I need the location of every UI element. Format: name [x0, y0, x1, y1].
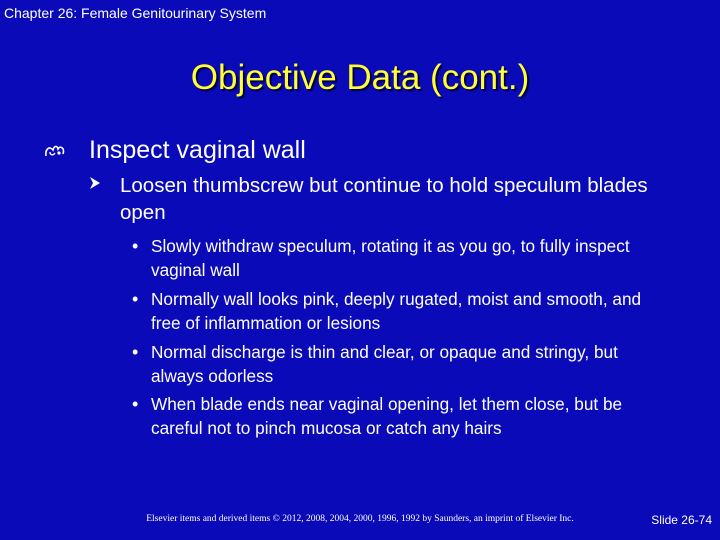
- dot-bullet-icon: •: [132, 289, 139, 309]
- dot-bullet-icon: •: [132, 342, 139, 362]
- detail-bullet-text: Normally wall looks pink, deeply rugated, moist and smooth, and free of inflammation or lesions: [151, 289, 642, 333]
- fleur-bullet-icon: [44, 141, 66, 159]
- arrow-bullet-icon: [88, 172, 102, 192]
- slide-title: Objective Data (cont.): [190, 58, 530, 97]
- sub-bullet-text: Loosen thumbscrew but continue to hold speculum blades open: [120, 174, 648, 224]
- detail-bullet-text: When blade ends near vaginal opening, let them close, but be careful not to pinch mucosa or catch any hairs: [151, 394, 623, 438]
- chapter-header: Chapter 26: Female Genitourinary System: [4, 5, 267, 21]
- slide-number: Slide 26-74: [651, 513, 712, 527]
- dot-bullet-icon: •: [132, 394, 139, 414]
- dot-bullet-icon: •: [132, 236, 139, 256]
- copyright-footer: Elsevier items and derived items © 2012, 2008, 2004, 2000, 1996, 1992 by Saunders, an imprint of Elsevier Inc.: [146, 514, 574, 524]
- main-bullet-text: Inspect vaginal wall: [89, 136, 306, 164]
- detail-bullet-text: Normal discharge is thin and clear, or opaque and stringy, but always odorless: [151, 342, 618, 386]
- detail-bullet-text: Slowly withdraw speculum, rotating it as you go, to fully inspect vaginal wall: [151, 236, 630, 280]
